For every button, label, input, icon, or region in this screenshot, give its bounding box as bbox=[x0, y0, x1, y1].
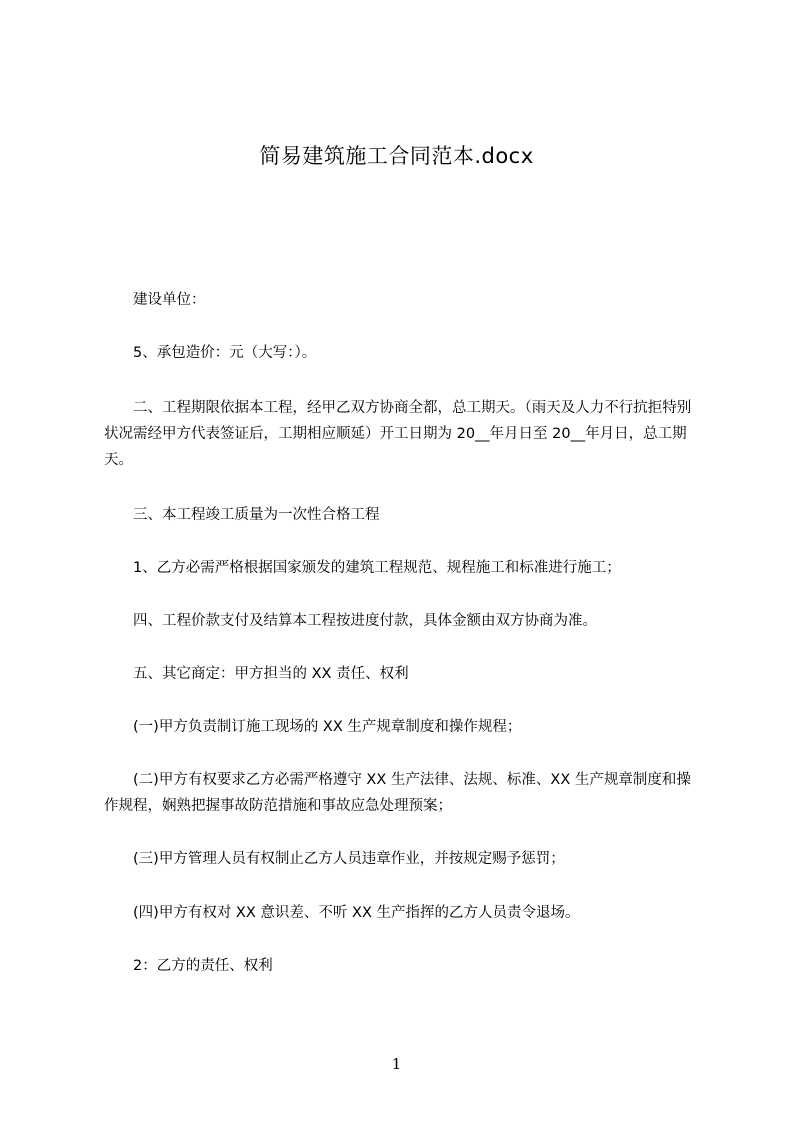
paragraph-party-a-requirements: (二)甲方有权要求乙方必需严格遵守 XX 生产法律、法规、标准、XX 生产规章制度和操作规程，娴熟把握事故防范措施和事故应急处理预案； bbox=[104, 772, 691, 814]
paragraph-payment: 四、工程价款支付及结算本工程按进度付款，具体金额由双方协商为准。 bbox=[104, 613, 597, 629]
paragraph-quality: 三、本工程竣工质量为一次性合格工程 bbox=[104, 507, 380, 523]
paragraph-construction-unit: 建设单位： bbox=[104, 292, 206, 308]
paragraph-party-b-heading: 2：乙方的责任、权利 bbox=[104, 958, 273, 974]
paragraph-party-a-dismissal: (四)甲方有权对 XX 意识差、不听 XX 生产指挥的乙方人员责令退场。 bbox=[104, 905, 580, 921]
paragraph-standards: 1、乙方必需严格根据国家颁发的建筑工程规范、规程施工和标准进行施工； bbox=[104, 560, 621, 576]
document-title: 简易建筑施工合同范本.docx bbox=[259, 144, 534, 168]
paragraph-party-a-rules: (一)甲方负责制订施工现场的 XX 生产规章制度和操作规程； bbox=[104, 719, 522, 735]
paragraph-party-a-discipline: (三)甲方管理人员有权制止乙方人员违章作业，并按规定赐予惩罚； bbox=[104, 851, 565, 867]
page-number: 1 bbox=[391, 1055, 402, 1073]
paragraph-project-period: 二、工程期限依据本工程，经甲乙双方协商全都，总工期天。（雨天及人力不行抗拒特别状况需经甲方代表签证后，工期相应顺延）开工日期为 20__年月日至 20__年月日，总工期天。 bbox=[104, 400, 692, 468]
paragraph-contract-price: 5、承包造价：元（大写：）。 bbox=[104, 345, 317, 361]
paragraph-other-terms: 五、其它商定：甲方担当的 XX 责任、权利 bbox=[104, 666, 409, 682]
